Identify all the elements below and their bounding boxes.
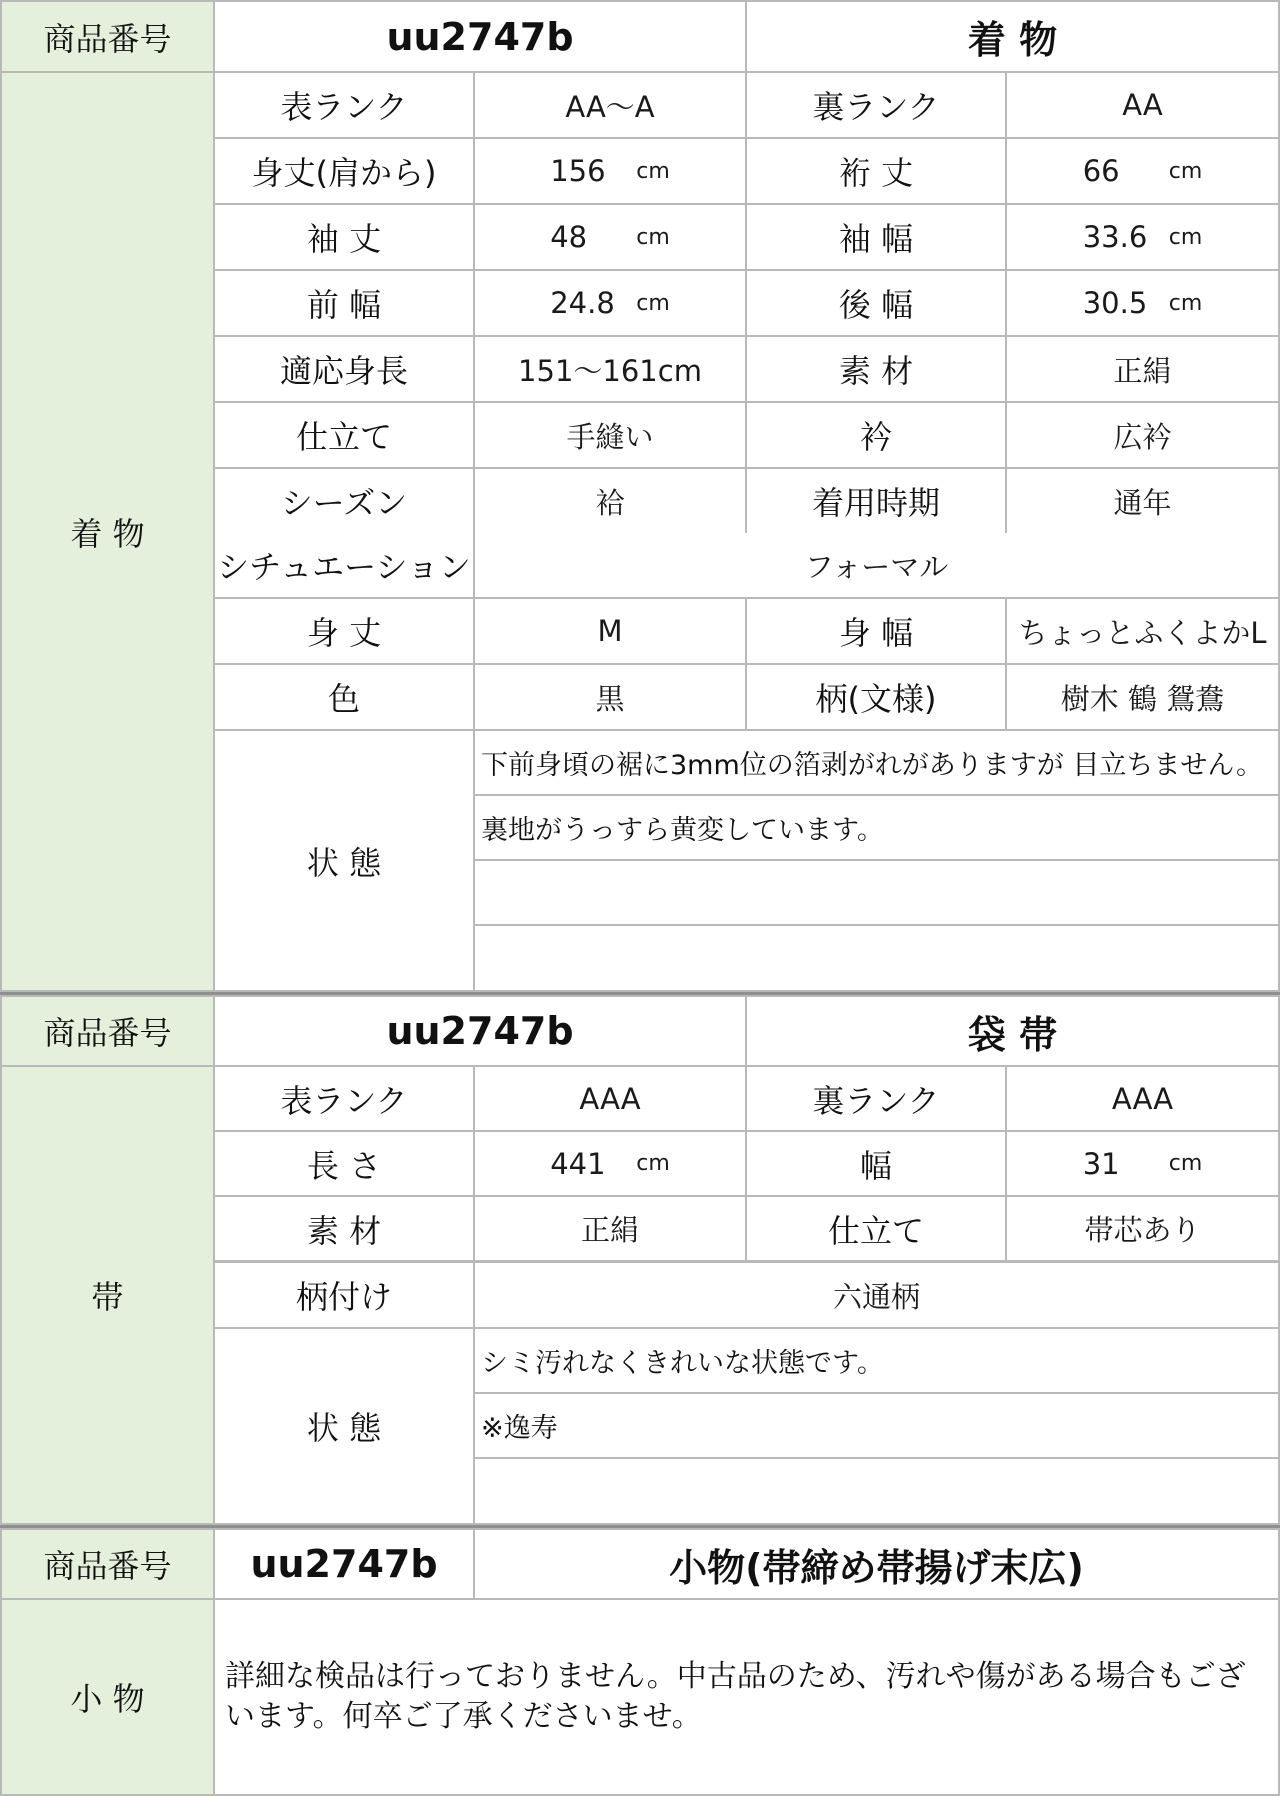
komono-id-label: 商品番号 <box>2 1530 213 1598</box>
kimono-condition-line: 下前身頃の裾に3mm位の箔剥がれがありますが 目立ちません。 <box>475 731 1278 794</box>
kimono-condition-line: 裏地がうっすら黄変しています。 <box>475 796 1278 859</box>
spec-value: 黒 <box>475 665 745 729</box>
komono-section-label: 小 物 <box>2 1600 213 1794</box>
spec-label: 後 幅 <box>747 271 1005 335</box>
spec-label: 表ランク <box>215 73 473 137</box>
spec-label: シーズン <box>215 469 473 533</box>
obi-section-label: 帯 <box>2 1067 213 1523</box>
spec-value: 帯芯あり <box>1007 1197 1278 1260</box>
spec-value: AA〜A <box>475 73 745 137</box>
spec-value: 手縫い <box>475 403 745 467</box>
spec-label: 前 幅 <box>215 271 473 335</box>
spec-value <box>1007 139 1278 203</box>
obi-condition-label: 状 態 <box>215 1329 473 1523</box>
obi-pattern-label: 柄付け <box>215 1263 473 1327</box>
situation-value: フォーマル <box>475 533 1278 597</box>
spec-value-unit: cm <box>1168 1151 1203 1176</box>
spec-value-number: 156 <box>550 154 606 188</box>
spec-value: 広衿 <box>1007 403 1278 467</box>
kimono-condition-line <box>475 926 1278 990</box>
spec-value: 正絹 <box>1007 337 1278 401</box>
kimono-type: 着 物 <box>747 2 1278 71</box>
spec-value-unit: cm <box>636 290 670 316</box>
komono-note: 詳細な検品は行っておりません。中古品のため、汚れや傷がある場合もございます。何卒ご了承くださいませ。 <box>215 1600 1278 1794</box>
spec-label: 裏ランク <box>747 1067 1005 1130</box>
spec-value-number: 33.6 <box>1082 220 1148 254</box>
kimono-condition-label: 状 態 <box>215 731 473 990</box>
spec-label: 裄 丈 <box>747 139 1005 203</box>
spec-value-unit: cm <box>1168 290 1203 316</box>
spec-value: AAA <box>475 1067 745 1130</box>
spec-value <box>475 139 745 203</box>
kimono-condition-line <box>475 861 1278 924</box>
spec-value: 通年 <box>1007 469 1278 533</box>
spec-label: 身 幅 <box>747 599 1005 663</box>
spec-label: 衿 <box>747 403 1005 467</box>
spec-label: 身丈(肩から) <box>215 139 473 203</box>
situation-label: シチュエーション <box>215 533 473 597</box>
spec-value: AAA <box>1007 1067 1278 1130</box>
spec-value-unit: cm <box>636 158 670 184</box>
obi-id-label: 商品番号 <box>2 997 213 1065</box>
spec-label: 適応身長 <box>215 337 473 401</box>
spec-value-number: 441 <box>550 1146 606 1181</box>
komono-type: 小物(帯締め帯揚げ末広) <box>475 1530 1278 1598</box>
obi-condition-line: ※逸寿 <box>475 1394 1278 1457</box>
obi-pattern-value: 六通柄 <box>475 1263 1278 1327</box>
spec-label: 身 丈 <box>215 599 473 663</box>
spec-value-unit: cm <box>1168 158 1203 184</box>
spec-value-unit: cm <box>636 224 670 250</box>
spec-value: M <box>475 599 745 663</box>
spec-label: 素 材 <box>215 1197 473 1260</box>
spec-value <box>1007 205 1278 269</box>
spec-value <box>1007 271 1278 335</box>
spec-value-number: 31 <box>1082 1146 1120 1181</box>
spec-value-unit: cm <box>636 1151 670 1176</box>
spec-label: 仕立て <box>215 403 473 467</box>
spec-value: AA <box>1007 73 1278 137</box>
spec-label: 柄(文様) <box>747 665 1005 729</box>
spec-label: 仕立て <box>747 1197 1005 1260</box>
spec-value: ちょっとふくよかL <box>1007 599 1278 663</box>
kimono-id: uu2747b <box>215 2 745 71</box>
obi-condition-line: シミ汚れなくきれいな状態です。 <box>475 1329 1278 1392</box>
spec-label: 袖 丈 <box>215 205 473 269</box>
obi-condition-line <box>475 1459 1278 1523</box>
spec-value: 151〜161cm <box>475 337 745 401</box>
spec-value-number: 48 <box>550 220 588 254</box>
spec-value-number: 66 <box>1082 154 1120 188</box>
spec-label: 長 さ <box>215 1132 473 1195</box>
spec-value: 正絹 <box>475 1197 745 1260</box>
obi-id: uu2747b <box>215 997 745 1065</box>
spec-value: 袷 <box>475 469 745 533</box>
obi-type: 袋 帯 <box>747 997 1278 1065</box>
spec-value <box>475 205 745 269</box>
spec-value-unit: cm <box>1168 224 1203 250</box>
spec-value: 樹木 鶴 鴛鴦 <box>1007 665 1278 729</box>
spec-value <box>1007 1132 1278 1195</box>
spec-value-number: 24.8 <box>550 286 615 320</box>
spec-label: 裏ランク <box>747 73 1005 137</box>
kimono-section-label: 着 物 <box>2 73 213 990</box>
spec-label: 着用時期 <box>747 469 1005 533</box>
komono-id: uu2747b <box>215 1530 473 1598</box>
spec-label: 色 <box>215 665 473 729</box>
spec-value-number: 30.5 <box>1082 286 1148 320</box>
spec-label: 素 材 <box>747 337 1005 401</box>
spec-label: 幅 <box>747 1132 1005 1195</box>
spec-value <box>475 1132 745 1195</box>
spec-label: 袖 幅 <box>747 205 1005 269</box>
spec-label: 表ランク <box>215 1067 473 1130</box>
spec-value <box>475 271 745 335</box>
kimono-id-label: 商品番号 <box>2 2 213 71</box>
